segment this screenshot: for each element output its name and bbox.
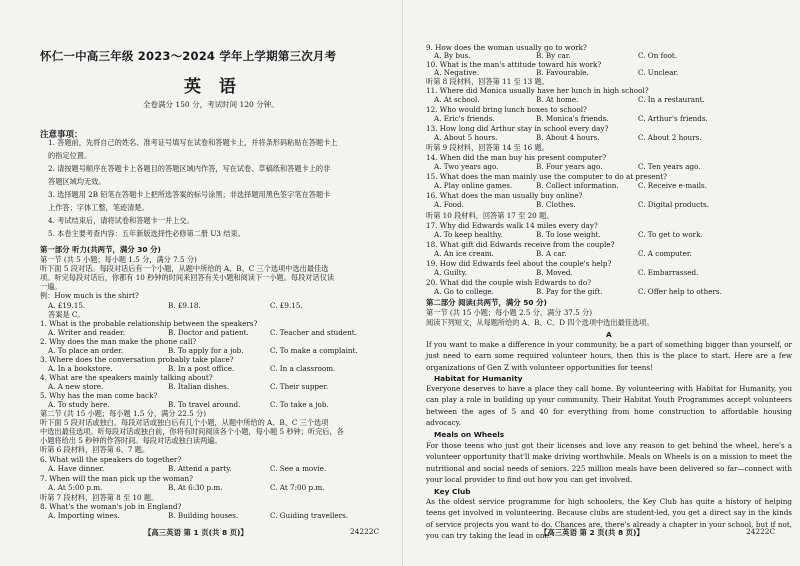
- instruction-line: 听下面 5 段对话或独白。每段对话或独白后有几个小题，从题中所给的 A、B、C 三个选项: [40, 418, 329, 427]
- page-footer: 【高三英语 第 2 页(共 8 页)】: [540, 528, 644, 537]
- option-a: A. Guilty.: [434, 268, 468, 277]
- option-a: A. Negative.: [434, 68, 479, 77]
- notice-line: 4. 考试结束后，请将试卷和答题卡一并上交。: [48, 216, 194, 225]
- question: 14. When did the man buy his present computer?: [426, 153, 607, 162]
- part-2-heading: 第二部分 阅读(共两节，满分 50 分): [426, 298, 547, 307]
- question: 5. Why has the man come back?: [40, 391, 158, 400]
- option-a: A. About 5 hours.: [434, 133, 498, 142]
- option-a: A. Play online games.: [434, 181, 513, 190]
- option-a: A. Food.: [434, 200, 464, 209]
- notice-line: 上作答；字体工整，笔迹清楚。: [48, 203, 149, 212]
- option-c: C. In a restaurant.: [638, 95, 705, 104]
- option-b: B. At home.: [536, 95, 579, 104]
- question: 7. When will the man pick up the woman?: [40, 474, 193, 483]
- exam-code: 24222C: [350, 527, 380, 536]
- option-b: B. A car.: [536, 249, 567, 258]
- option-b: B. In a post office.: [168, 364, 235, 373]
- option-b: B. To travel around.: [168, 400, 241, 409]
- instruction-line: 项。听完每段对话后，你都有 10 秒钟的时间来回答有关小题和阅读下一小题。每段对话仅读: [40, 273, 335, 282]
- exam-code: 24222C: [746, 527, 776, 536]
- passage-label: A: [606, 330, 612, 339]
- part-1-heading: 第一部分 听力(共两节，满分 30 分): [40, 245, 161, 254]
- option-c: C. Teacher and student.: [270, 328, 357, 337]
- passage-intro: If you want to make a difference in your community, be a part of something bigger than yourself, or just need to earn some required volunteer hours, then this is the place to start. Here are a few organizations of Gen Z with volunteer opportunities for teens!: [426, 340, 792, 372]
- option-c: C. A computer.: [638, 249, 692, 258]
- option-c: C. In a classroom.: [270, 364, 336, 373]
- passage-paragraph: For those teens who just got their licenses and love any reason to get behind the wheel, here's a volunteer opportunity that'll make driving worthwhile. Meals on Wheels is on a mission to meet the nutritional and social needs of seniors. 225 million meals have been delivered so far—connect with your local provider to find out how you can get involved.: [426, 441, 792, 485]
- option-c: C. Guiding travellers.: [270, 511, 349, 520]
- passage-heading: Habitat for Humanity: [434, 374, 523, 383]
- question: 13. How long did Arthur stay in school every day?: [426, 124, 609, 133]
- instruction-line: 一遍。: [40, 282, 62, 291]
- option-b: B. Clothes.: [536, 200, 576, 209]
- passage-paragraph: Everyone deserves to have a place they call home. By volunteering with Habitat for Humanity, you can play a role in building up your community. Their Habitat Youth Programmes accept volunteers between the ages of 5 and 40 for everything from home construction to affordable housing advocacy.: [426, 384, 792, 428]
- passage-heading: Key Club: [434, 487, 471, 496]
- option-b: B. To lose weight.: [536, 230, 601, 239]
- section-2-heading: 第二节 (共 15 小题；每小题 1.5 分，满分 22.5 分): [40, 409, 206, 418]
- passage-paragraph: As the oldest service programme for high schoolers, the Key Club has quite a history of helping teens get involved in volunteering. Because clubs are student-led, you get a direct say in the kinds of service projects you want to do. Chances are, there's already a chapter in your school, but if not, you can try taking the lead in one.: [426, 497, 792, 541]
- notice-line: 3. 选择题用 2B 铅笔在答题卡上把所选答案的标号涂黑；非选择题用黑色签字笔在答题卡: [48, 190, 331, 199]
- notice-line: 的指定位置。: [48, 151, 92, 160]
- option-c: C. Embarrassed.: [638, 268, 699, 277]
- example-option-c: C. £9.15.: [270, 301, 303, 310]
- option-a: A. In a bookstore.: [48, 364, 113, 373]
- exam-title: 怀仁一中高三年级 2023～2024 学年上学期第三次月考: [40, 49, 337, 63]
- option-c: C. Digital products.: [638, 200, 710, 209]
- instruction-line: 小题将给出 5 秒钟的作答时间。每段对话或独白读两遍。: [40, 436, 222, 445]
- listen-prompt: 听第 9 段材料，回答第 14 至 16 题。: [426, 143, 549, 152]
- option-a: A. A new store.: [48, 382, 104, 391]
- listen-prompt: 听第 7 段材料，回答第 8 至 10 题。: [40, 493, 159, 502]
- example-answer: 答案是 C。: [48, 310, 85, 319]
- option-b: B. Building houses.: [168, 511, 239, 520]
- question: 9. How does the woman usually go to work?: [426, 43, 587, 52]
- option-a: A. To study here.: [48, 400, 110, 409]
- option-a: A. At school.: [434, 95, 480, 104]
- option-a: A. By bus.: [434, 51, 471, 60]
- option-b: B. Favourable.: [536, 68, 589, 77]
- option-c: C. Ten years ago.: [638, 162, 701, 171]
- passage-heading: Meals on Wheels: [434, 430, 505, 439]
- notice-heading: 注意事项：: [40, 130, 83, 140]
- notice-line: 5. 本卷主要考查内容：五年新版选择性必修第二册 U3 结束。: [48, 229, 245, 238]
- option-c: C. Arthur's friends.: [638, 114, 708, 123]
- example-option-a: A. £19.15.: [48, 301, 86, 310]
- option-c: C. On foot.: [638, 51, 678, 60]
- question: 6. What will the speakers do together?: [40, 455, 182, 464]
- section-heading: 第一节 (共 15 小题；每小题 2.5 分，满分 37.5 分): [426, 308, 592, 317]
- question: 20. What did the couple wish Edwards to do?: [426, 278, 592, 287]
- notice-line: 2. 请按题号顺序在答题卡上各题目的答题区域内作答，写在试卷、草稿纸和答题卡上的非: [48, 164, 331, 173]
- option-c: C. At 7:00 p.m.: [270, 483, 325, 492]
- option-b: B. Moved.: [536, 268, 573, 277]
- option-b: B. Pay for the gift.: [536, 287, 603, 296]
- score-line: 全卷满分 150 分，考试时间 120 分钟。: [143, 100, 279, 109]
- question: 16. What does the man usually buy online?: [426, 191, 583, 200]
- notice-line: 1. 答题前，先将自己的姓名、准考证号填写在试卷和答题卡上，并将条形码粘贴在答题卡上: [48, 138, 338, 147]
- page-2: [410, 0, 800, 566]
- option-a: A. Writer and reader.: [48, 328, 125, 337]
- question: 3. Where does the conversation probably take place?: [40, 355, 234, 364]
- option-b: B. Four years ago.: [536, 162, 603, 171]
- option-a: A. To keep healthy.: [434, 230, 503, 239]
- page-1: [0, 0, 390, 566]
- page-footer: 【高三英语 第 1 页(共 8 页)】: [144, 528, 248, 537]
- question: 19. How did Edwards feel about the couple's help?: [426, 259, 612, 268]
- question: 11. Where did Monica usually have her lunch in high school?: [426, 86, 649, 95]
- listen-prompt: 听第 6 段材料，回答第 6、7 题。: [40, 445, 150, 454]
- listen-prompt: 听第 10 段材料，回答第 17 至 20 题。: [426, 211, 554, 220]
- option-c: C. Unclear.: [638, 68, 679, 77]
- subject-title: 英 语: [184, 77, 242, 97]
- option-a: A. Importing wines.: [48, 511, 120, 520]
- instruction-line: 阅读下列短文，从每题所给的 A、B、C、D 四个选项中选出最佳选项。: [426, 318, 654, 327]
- option-c: C. Their supper.: [270, 382, 329, 391]
- option-b: B. About 4 hours.: [536, 133, 600, 142]
- example-option-b: B. £9.18.: [168, 301, 201, 310]
- page-divider: [402, 0, 403, 566]
- option-b: B. Italian dishes.: [168, 382, 230, 391]
- question: 18. What gift did Edwards receive from the couple?: [426, 240, 615, 249]
- option-c: C. To make a complaint.: [270, 346, 358, 355]
- question: 17. Why did Edwards walk 14 miles every day?: [426, 221, 598, 230]
- option-a: A. An ice cream.: [434, 249, 494, 258]
- question: 4. What are the speakers mainly talking about?: [40, 373, 213, 382]
- question: 1. What is the probable relationship between the speakers?: [40, 319, 258, 328]
- option-b: B. To apply for a job.: [168, 346, 244, 355]
- option-b: B. By car.: [536, 51, 571, 60]
- option-b: B. Doctor and patient.: [168, 328, 249, 337]
- option-c: C. To get to work.: [638, 230, 703, 239]
- option-c: C. To take a job.: [270, 400, 329, 409]
- example-question: 例：How much is the shirt?: [40, 291, 139, 300]
- option-a: A. Eric's friends.: [434, 114, 495, 123]
- listen-prompt: 听第 8 段材料，回答第 11 至 13 题。: [426, 77, 549, 86]
- section-1-heading: 第一节 (共 5 小题；每小题 1.5 分，满分 7.5 分): [40, 255, 197, 264]
- option-c: C. See a movie.: [270, 464, 327, 473]
- question: 8. What's the woman's job in England?: [40, 502, 182, 511]
- question: 2. Why does the man make the phone call?: [40, 337, 197, 346]
- option-a: A. Have dinner.: [48, 464, 105, 473]
- option-a: A. To place an order.: [48, 346, 124, 355]
- instruction-line: 听下面 5 段对话。每段对话后有一个小题，从题中所给的 A、B、C 三个选项中选出最佳选: [40, 264, 329, 273]
- option-a: A. Two years ago.: [434, 162, 499, 171]
- instruction-line: 中选出最佳选项。听每段对话或独白前，你将有时间阅读各个小题，每小题 5 秒钟；听完后，各: [40, 427, 344, 436]
- option-a: A. At 5:00 p.m.: [48, 483, 103, 492]
- notice-line: 答题区域均无效。: [48, 177, 106, 186]
- option-c: C. Offer help to others.: [638, 287, 722, 296]
- option-b: B. Monica's friends.: [536, 114, 609, 123]
- option-c: C. Receive e-mails.: [638, 181, 708, 190]
- question: 12. Who would bring lunch boxes to school?: [426, 105, 587, 114]
- option-c: C. About 2 hours.: [638, 133, 702, 142]
- option-a: A. Go to college.: [434, 287, 494, 296]
- option-b: B. Attend a party.: [168, 464, 232, 473]
- question: 10. What is the man's attitude toward his work?: [426, 60, 602, 69]
- option-b: B. At 6:30 p.m.: [168, 483, 223, 492]
- option-b: B. Collect information.: [536, 181, 619, 190]
- question: 15. What does the man mainly use the computer to do at present?: [426, 172, 668, 181]
